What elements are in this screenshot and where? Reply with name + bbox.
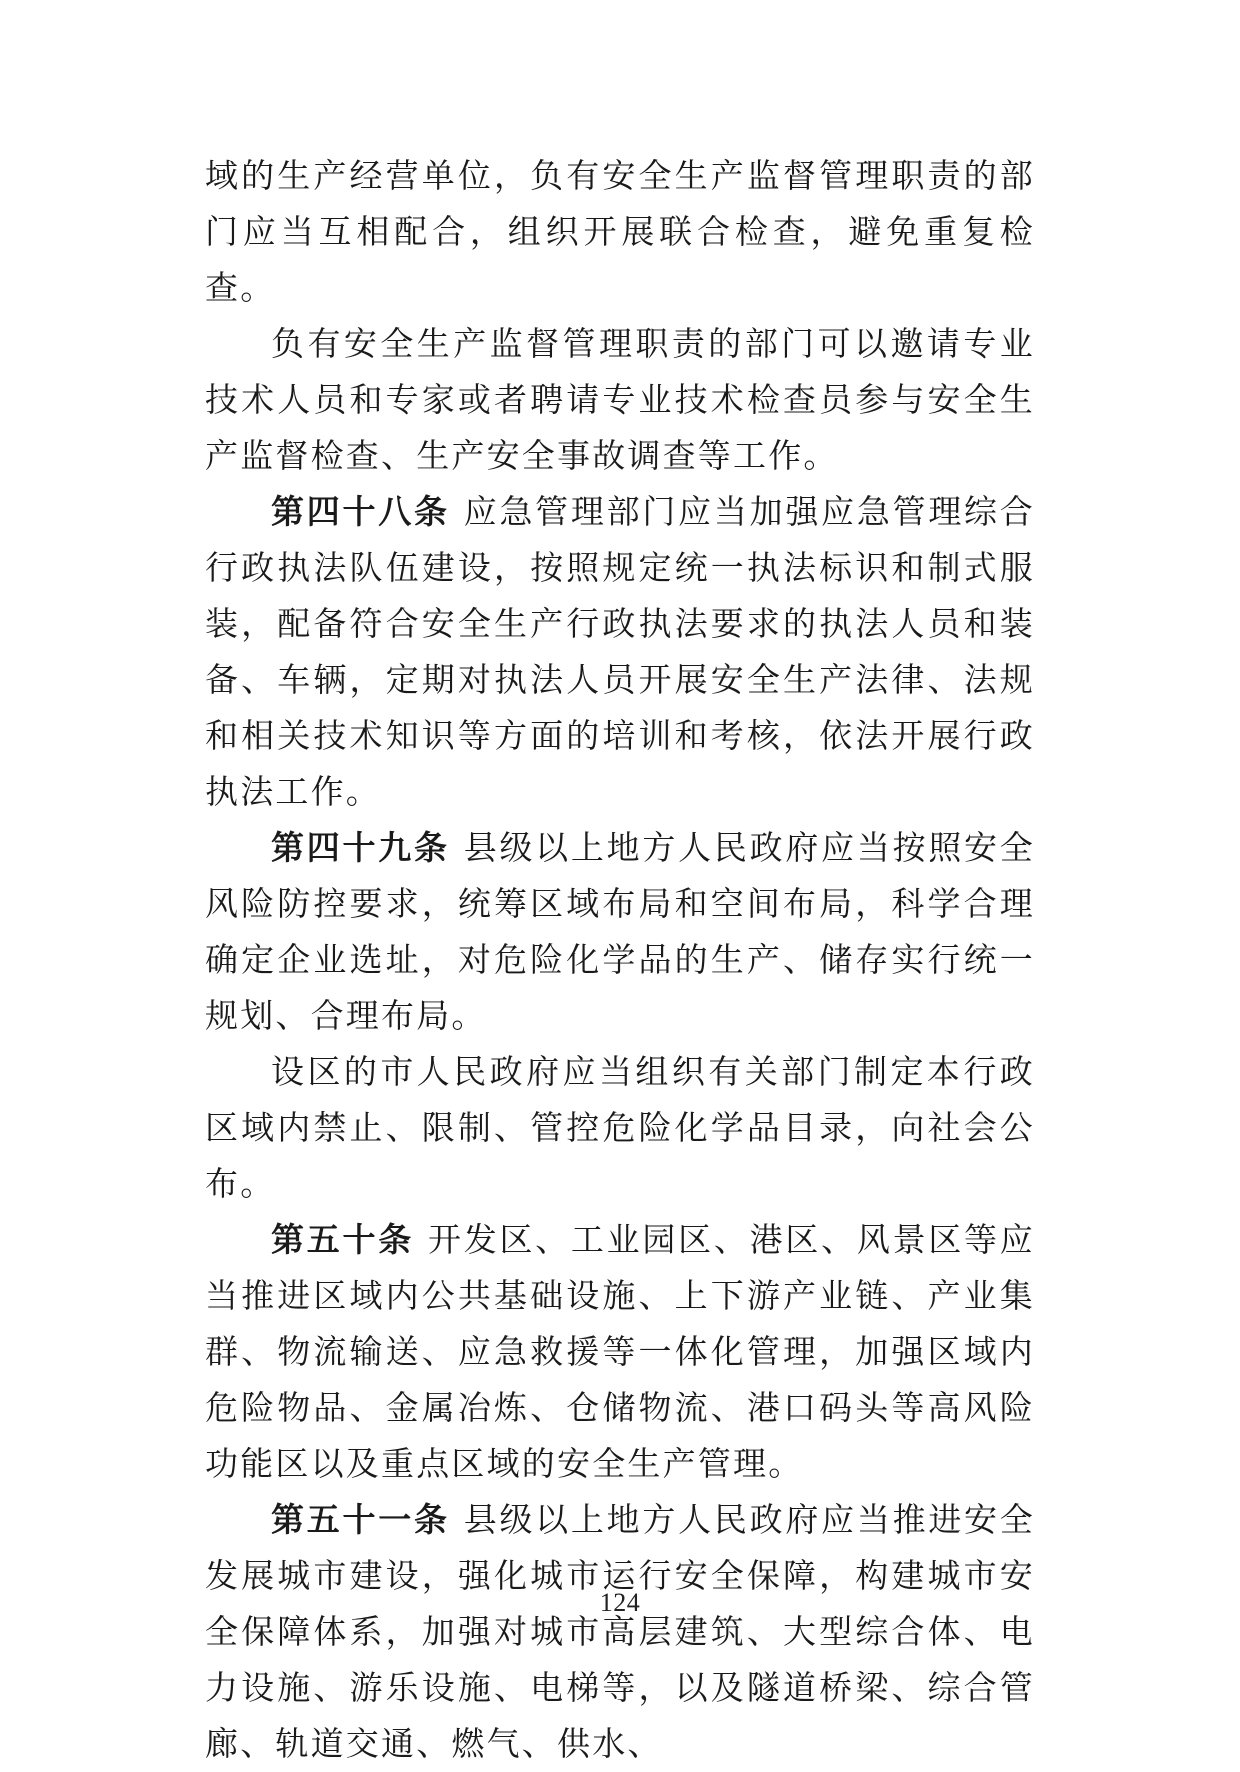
- paragraph-continuation: [205, 148, 1035, 316]
- paragraph-hazardous-catalog: [205, 1044, 1035, 1212]
- paragraph-text: 域的生产经营单位，负有安全生产监督管理职责的部门应当互相配合，组织开展联合检查，避免重复检查。: [205, 156, 1035, 307]
- article-number: 第四十九条: [271, 828, 450, 867]
- article-50: [205, 1212, 1035, 1492]
- article-49: [205, 820, 1035, 1044]
- article-text: 县级以上地方人民政府应当按照安全风险防控要求，统筹区域布局和空间布局，科学合理确定企业选址，对危险化学品的生产、储存实行统一规划、合理布局。: [205, 828, 1036, 1035]
- article-number: 第五十一条: [271, 1500, 450, 1539]
- page-number: 124: [599, 1588, 641, 1617]
- article-number: 第五十条: [271, 1220, 414, 1259]
- article-text: 县级以上地方人民政府应当推进安全发展城市建设，强化城市运行安全保障，构建城市安全保障体系，加强对城市高层建筑、大型综合体、电力设施、游乐设施、电梯等，以及隧道桥梁、综合管廊、轨道交通、燃气、供水、: [205, 1500, 1036, 1763]
- article-51: [205, 1492, 1035, 1772]
- paragraph-text: 设区的市人民政府应当组织有关部门制定本行政区域内禁止、限制、管控危险化学品目录，向社会公布。: [205, 1052, 1035, 1203]
- article-48: [205, 484, 1035, 820]
- paragraph-text: 负有安全生产监督管理职责的部门可以邀请专业技术人员和专家或者聘请专业技术检查员参与安全生产监督检查、生产安全事故调查等工作。: [205, 324, 1035, 475]
- paragraph-inspection-experts: [205, 316, 1035, 484]
- article-text: 开发区、工业园区、港区、风景区等应当推进区域内公共基础设施、上下游产业链、产业集群、物流输送、应急救援等一体化管理，加强区域内危险物品、金属冶炼、仓储物流、港口码头等高风险功能区以及重点区域的安全生产管理。: [205, 1220, 1035, 1483]
- article-number: 第四十八条: [271, 492, 450, 531]
- article-text: 应急管理部门应当加强应急管理综合行政执法队伍建设，按照规定统一执法标识和制式服装，配备符合安全生产行政执法要求的执法人员和装备、车辆，定期对执法人员开展安全生产法律、法规和相关技术知识等方面的培训和考核，依法开展行政执法工作。: [205, 492, 1036, 811]
- document-body: [205, 148, 1035, 1772]
